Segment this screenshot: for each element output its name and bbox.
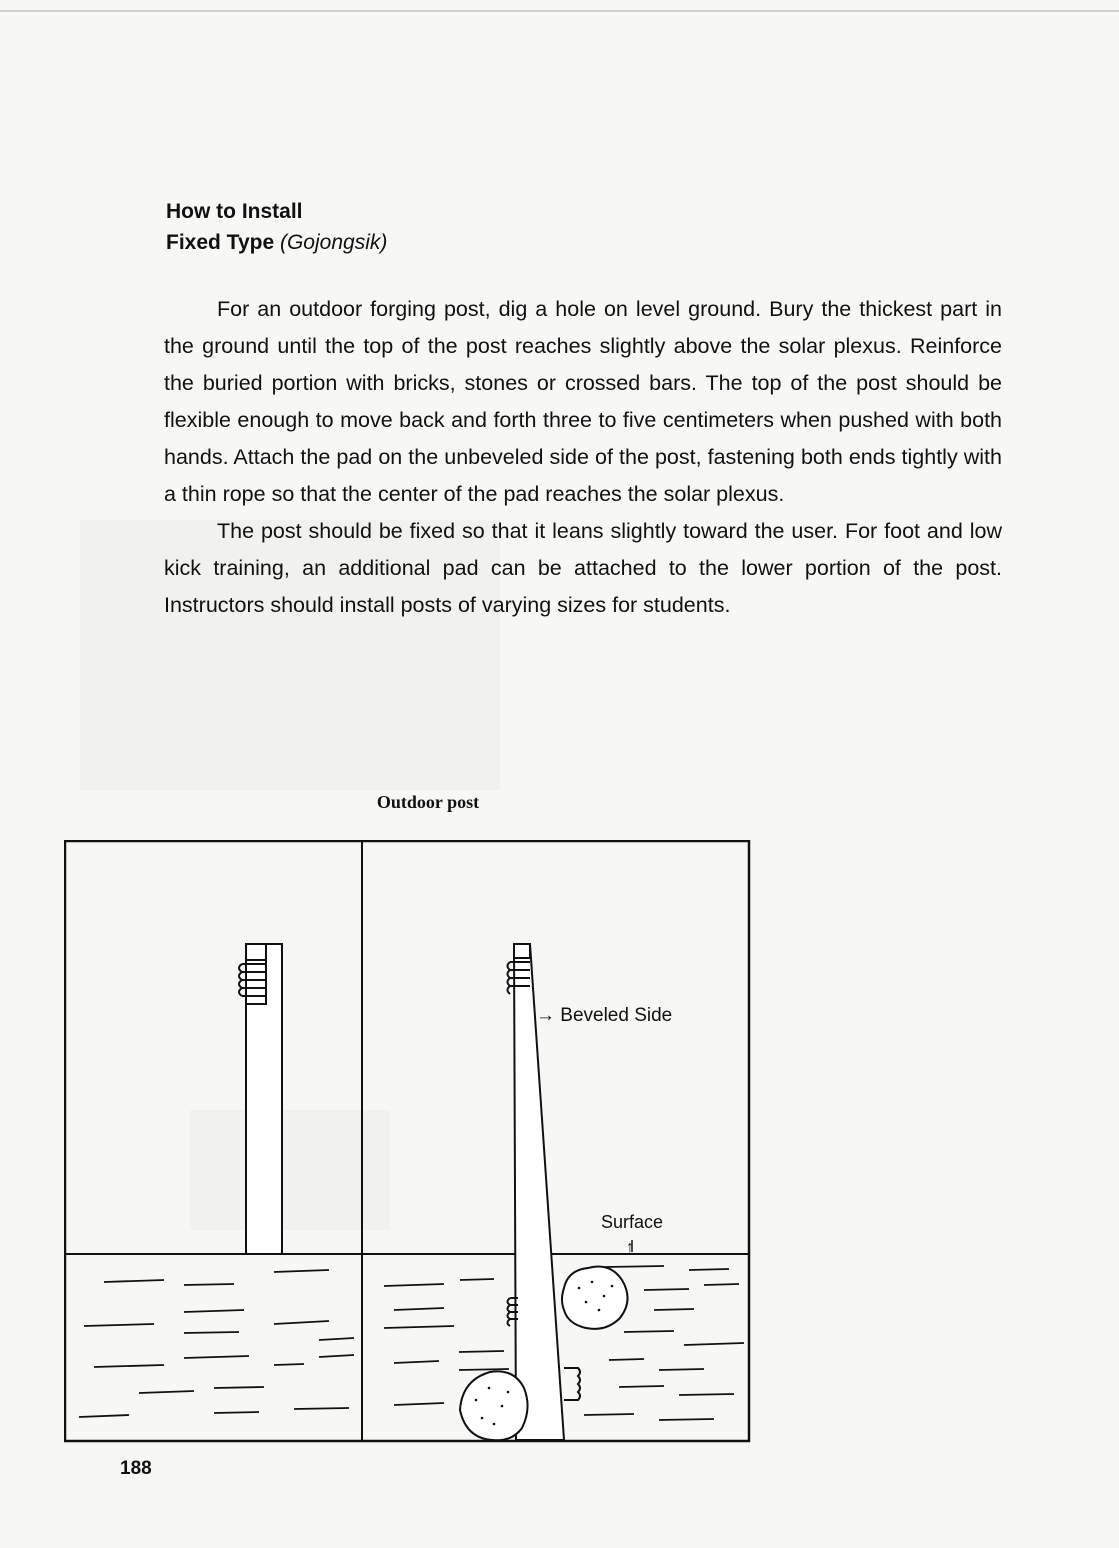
heading-fixed-type: Fixed Type	[166, 231, 275, 254]
surface-arrow-icon: ↑	[626, 1239, 634, 1256]
figure-caption: Outdoor post	[376, 792, 480, 812]
crossed-bar-icon	[564, 1368, 580, 1400]
heading-line-1: How to Install	[166, 200, 303, 223]
outdoor-post-illustration	[64, 840, 754, 1444]
section-heading	[166, 196, 387, 258]
paragraph-1: For an outdoor forging post, dig a hole on level ground. Bury the thickest part in the ground until the top of the post reaches slightly above the solar plexus. Reinforce the buried portion with bricks, stones or crossed bars. The top of the post should be flexible enough to move back and forth three to five centimeters when pushed with both hands. Attach the pad on the unbeveled side of the post, fastening both ends tightly with a thin rope so that the center of the pad reaches the solar plexus.	[164, 297, 1002, 506]
heading-line-2	[166, 227, 387, 258]
beveled-side-label: → Beveled Side	[536, 1005, 673, 1026]
stone-upper-icon	[562, 1267, 628, 1329]
heading-korean-term: (Gojongsik)	[279, 231, 388, 254]
left-ground-marks	[79, 1270, 354, 1417]
figure-frame	[65, 841, 749, 1441]
body-text	[164, 291, 1002, 624]
surface-label: Surface	[601, 1212, 664, 1232]
page-top-rule	[0, 10, 1119, 12]
page-number: 188	[120, 1458, 152, 1479]
paragraph-2: The post should be fixed so that it leans slightly toward the user. For foot and low kick training, an additional pad can be attached to the lower portion of the post. Instructors should install posts of varying sizes for students.	[164, 519, 1002, 617]
left-post	[239, 944, 282, 1254]
stone-lower-icon	[460, 1371, 528, 1440]
